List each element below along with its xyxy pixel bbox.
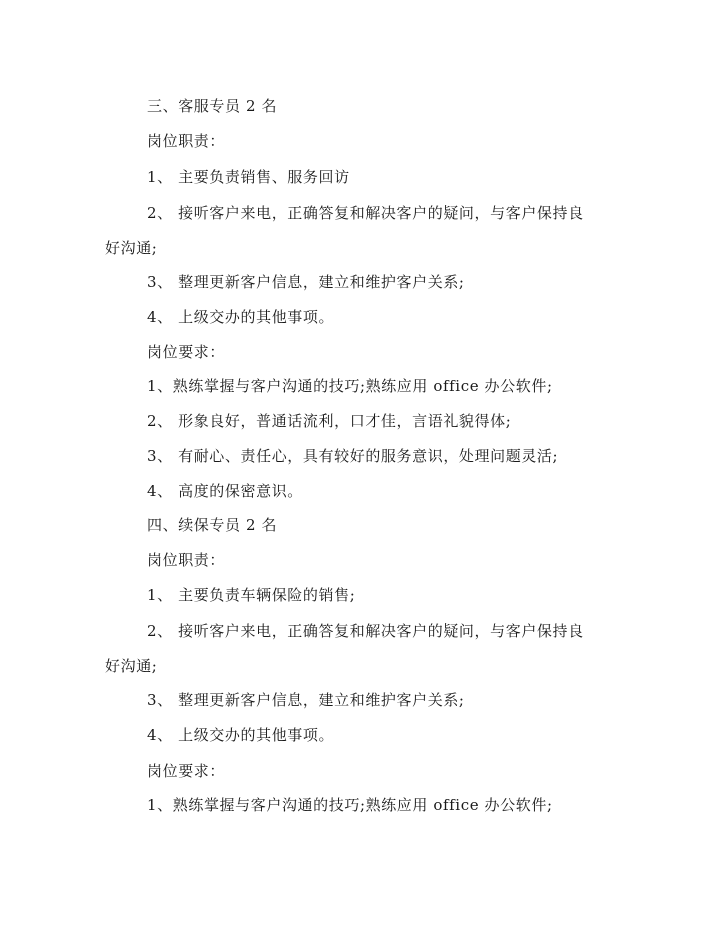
duty-item-2-continuation: 好沟通; [105,657,158,675]
duty-item-4: 4、 上级交办的其他事项。 [147,308,335,326]
subheading-requirements: 岗位要求： [147,762,226,780]
subheading-duties: 岗位职责： [147,132,226,150]
requirement-item-3: 3、 有耐心、责任心，具有较好的服务意识，处理问题灵活; [147,447,559,465]
duty-item-3: 3、 整理更新客户信息，建立和维护客户关系; [147,691,465,709]
subheading-requirements: 岗位要求： [147,343,226,361]
requirement-item-1: 1、熟练掌握与客户沟通的技巧;熟练应用 office 办公软件; [147,377,553,395]
duty-item-3: 3、 整理更新客户信息，建立和维护客户关系; [147,273,465,291]
duty-item-2-continuation: 好沟通; [105,239,158,257]
duty-item-1: 1、 主要负责车辆保险的销售; [147,586,356,604]
requirement-item-2: 2、 形象良好，普通话流利，口才佳，言语礼貌得体; [147,412,512,430]
subheading-duties: 岗位职责： [147,551,226,569]
duty-item-1: 1、 主要负责销售、服务回访 [147,168,350,186]
duty-item-4: 4、 上级交办的其他事项。 [147,726,335,744]
section-heading-customer-service: 三、客服专员 2 名 [147,97,278,115]
requirement-item-1: 1、熟练掌握与客户沟通的技巧;熟练应用 office 办公软件; [147,796,553,814]
section-heading-renewal: 四、续保专员 2 名 [147,516,278,534]
duty-item-2: 2、 接听客户来电，正确答复和解决客户的疑问，与客户保持良 [147,622,584,640]
duty-item-2: 2、 接听客户来电，正确答复和解决客户的疑问，与客户保持良 [147,204,584,222]
requirement-item-4: 4、 高度的保密意识。 [147,482,303,500]
